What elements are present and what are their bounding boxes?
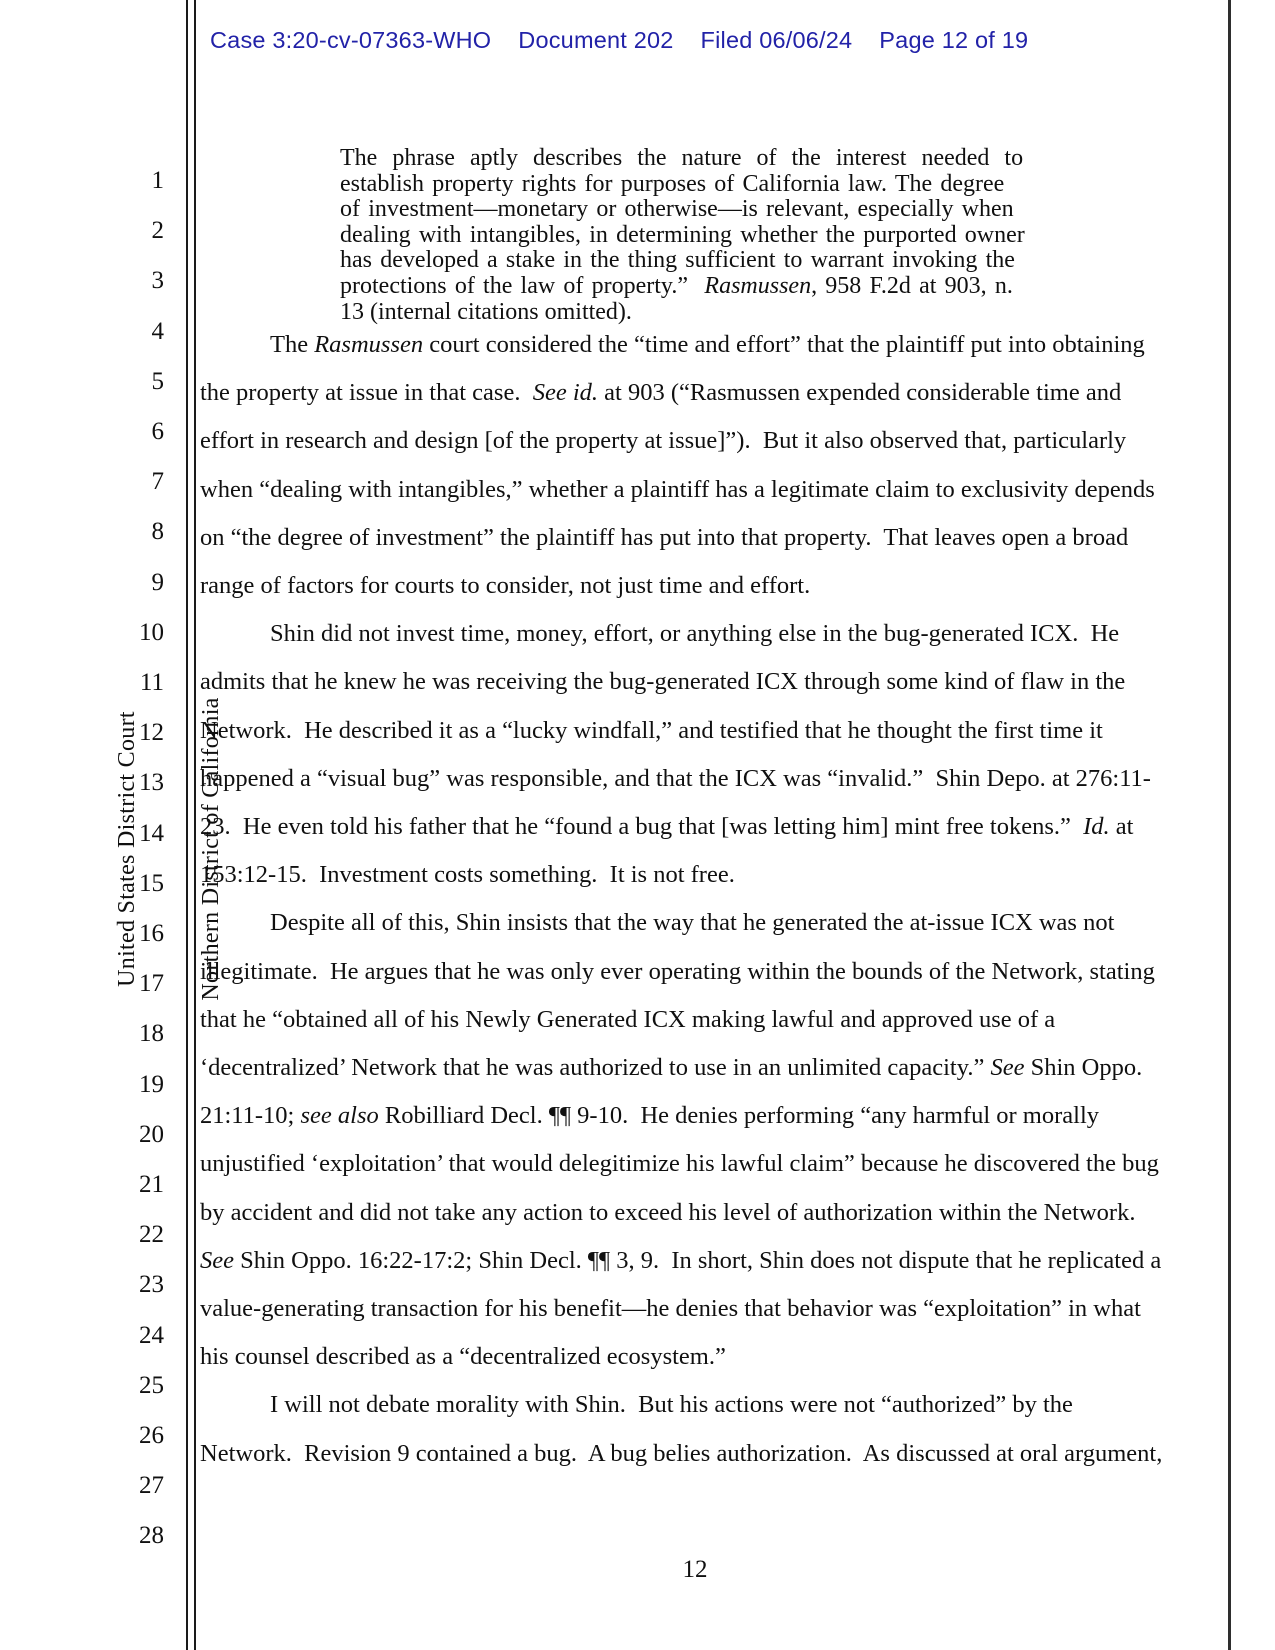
text-run: unjustified ‘exploitation’ that would delegitimize his lawful claim” because he discovered the bug (200, 1150, 1159, 1178)
header-segment: Filed 06/06/24 (700, 27, 853, 53)
text-run: 13 (internal citations omitted). (340, 298, 632, 325)
body-line (200, 851, 1190, 899)
text-run: at (1109, 813, 1134, 841)
line-number: 23 (139, 1271, 164, 1299)
line-number: 2 (151, 217, 164, 245)
text-run: happened a “visual bug” was responsible, and that the ICX was “invalid.” Shin Depo. at 276:11- (200, 764, 1151, 792)
body-line (200, 1430, 1190, 1478)
line-number: 19 (139, 1070, 164, 1098)
blockquote-line (340, 196, 1014, 223)
body-paragraph (200, 899, 1190, 1381)
body-line (200, 562, 1190, 610)
case-stamp-header (210, 26, 1028, 54)
text-run: value-generating transaction for his benefit—he denies that behavior was “exploitation” in what (200, 1295, 1141, 1323)
text-run: The phrase aptly describes the nature of the interest needed to (340, 145, 1024, 171)
text-run: court considered the “time and effort” that the plaintiff put into obtaining (423, 331, 1145, 358)
line-number: 17 (139, 970, 164, 998)
line-number: 25 (139, 1371, 164, 1399)
line-number: 4 (151, 317, 164, 345)
text-run: the property at issue in that case. (200, 379, 533, 407)
body-line (200, 899, 1190, 947)
italic-text-run: Rasmussen (704, 272, 812, 299)
italic-text-run: See id. (532, 379, 599, 407)
text-run: dealing with intangibles, in determining whether the purported owner (340, 221, 1025, 248)
line-number: 5 (151, 367, 164, 395)
text-run: Shin Oppo. (1024, 1054, 1143, 1082)
text-run: 153:12-15. Investment costs something. It is not free. (200, 861, 735, 889)
header-segment: Page 12 of 19 (879, 27, 1029, 53)
line-number: 11 (139, 669, 164, 696)
text-run: Shin did not invest time, money, effort, or anything else in the bug-generated ICX. He (270, 620, 1120, 648)
body-line (200, 1237, 1190, 1285)
body-line (200, 514, 1190, 562)
line-number: 1 (151, 167, 164, 194)
text-run: effort in research and design [of the property at issue]”). But it also observed that, particularly (200, 427, 1127, 455)
line-number: 3 (151, 267, 164, 295)
italic-text-run: Rasmussen (314, 331, 424, 358)
opinion-body (200, 321, 1190, 1478)
body-line (200, 1285, 1190, 1333)
line-number: 21 (139, 1171, 164, 1198)
text-run: that he “obtained all of his Newly Generated ICX making lawful and approved use of a (200, 1005, 1056, 1033)
line-number: 8 (151, 518, 164, 546)
body-line (200, 658, 1190, 706)
body-paragraph (200, 1381, 1190, 1477)
text-run: 23. He even told his father that he “found a bug that [was letting him] mint free tokens.” (200, 813, 1084, 841)
text-run: Network. He described it as a “lucky windfall,” and testified that he thought the first time it (200, 716, 1103, 744)
body-line (200, 707, 1190, 755)
court-name-line2: Northern District of California (198, 697, 224, 1001)
text-run: illegitimate. He argues that he was only ever operating within the bounds of the Network, stating (200, 957, 1155, 985)
body-line (200, 610, 1190, 658)
body-line (200, 803, 1190, 851)
body-line (200, 755, 1190, 803)
italic-text-run: Id. (1083, 813, 1110, 841)
body-line (200, 466, 1190, 514)
body-paragraph (200, 321, 1190, 610)
court-name-line1: United States District Court (114, 711, 140, 987)
blockquote-line (340, 272, 1013, 300)
line-number: 24 (139, 1321, 164, 1349)
line-number: 12 (139, 719, 164, 747)
text-run: , 958 F.2d at 903, n. (811, 272, 1013, 299)
line-number: 14 (139, 819, 164, 847)
body-line (200, 1381, 1190, 1429)
text-run: when “dealing with intangibles,” whether a plaintiff has a legitimate claim to exclusivity depends (200, 475, 1155, 503)
line-number: 27 (139, 1472, 164, 1500)
text-run: at 903 (“Rasmussen expended considerable time and (598, 379, 1122, 407)
text-run: on “the degree of investment” the plaintiff has put into that property. That leaves open a broad (200, 523, 1129, 551)
blockquote-line (340, 170, 1005, 198)
line-number: 16 (139, 920, 164, 947)
text-run: The (270, 331, 315, 358)
italic-text-run: see also (300, 1102, 379, 1130)
text-run: admits that he knew he was receiving the bug-generated ICX through some kind of flaw in the (200, 668, 1126, 696)
line-number: 15 (139, 869, 164, 897)
header-segment: Case 3:20-cv-07363-WHO (210, 27, 492, 53)
text-run: I will not debate morality with Shin. But his actions were not “authorized” by the (270, 1391, 1073, 1419)
body-line (200, 948, 1190, 996)
line-number: 20 (139, 1120, 164, 1148)
line-number: 10 (139, 618, 164, 646)
header-segment: Document 202 (518, 27, 674, 53)
body-line (200, 369, 1190, 417)
text-run: ‘decentralized’ Network that he was authorized to use in an unlimited capacity.” (200, 1054, 991, 1082)
text-run: his counsel described as a “decentralized ecosystem.” (200, 1343, 726, 1371)
text-run: range of factors for courts to consider, not just time and effort. (200, 572, 811, 600)
text-run: has developed a stake in the thing sufficient to warrant invoking the (340, 247, 1015, 274)
right-rule (1228, 0, 1231, 1650)
blockquote-line (340, 247, 1015, 274)
body-line (200, 1140, 1190, 1188)
body-paragraph (200, 610, 1190, 899)
blockquote (340, 145, 1025, 325)
blockquote-line (340, 145, 1024, 172)
line-number: 26 (139, 1422, 164, 1449)
text-run: Despite all of this, Shin insists that the way that he generated the at-issue ICX was not (270, 909, 1115, 937)
text-run: of investment—monetary or otherwise—is relevant, especially when (340, 196, 1014, 223)
body-line (200, 1092, 1190, 1140)
page-number: 12 (682, 1556, 708, 1583)
italic-text-run: See (990, 1054, 1025, 1082)
text-run: Network. Revision 9 contained a bug. A bug belies authorization. As discussed at oral argument, (200, 1439, 1163, 1467)
text-run: Robilliard Decl. ¶¶ 9-10. He denies performing “any harmful or morally (378, 1102, 1099, 1130)
line-number: 7 (151, 468, 164, 496)
line-number: 9 (151, 568, 164, 596)
text-run: Shin Oppo. 16:22-17:2; Shin Decl. ¶¶ 3, 9. In short, Shin does not dispute that he replicated a (234, 1246, 1162, 1274)
body-line (200, 996, 1190, 1044)
blockquote-line (340, 221, 1025, 249)
line-number: 22 (139, 1221, 164, 1249)
line-number: 6 (151, 418, 164, 445)
line-number: 18 (139, 1020, 164, 1048)
body-line (200, 321, 1190, 369)
body-line (200, 417, 1190, 465)
line-number: 28 (139, 1522, 164, 1550)
text-run: 21:11-10; (200, 1102, 301, 1130)
text-run: protections of the law of property.” (340, 272, 705, 299)
line-number: 13 (139, 769, 164, 797)
body-line (200, 1189, 1190, 1237)
italic-text-run: See (200, 1246, 234, 1274)
text-run: by accident and did not take any action to exceed his level of authorization within the Network. (200, 1198, 1136, 1226)
text-run: establish property rights for purposes of California law. The degree (340, 170, 1005, 197)
body-line (200, 1333, 1190, 1381)
body-line (200, 1044, 1190, 1092)
left-double-rule (186, 0, 196, 1650)
